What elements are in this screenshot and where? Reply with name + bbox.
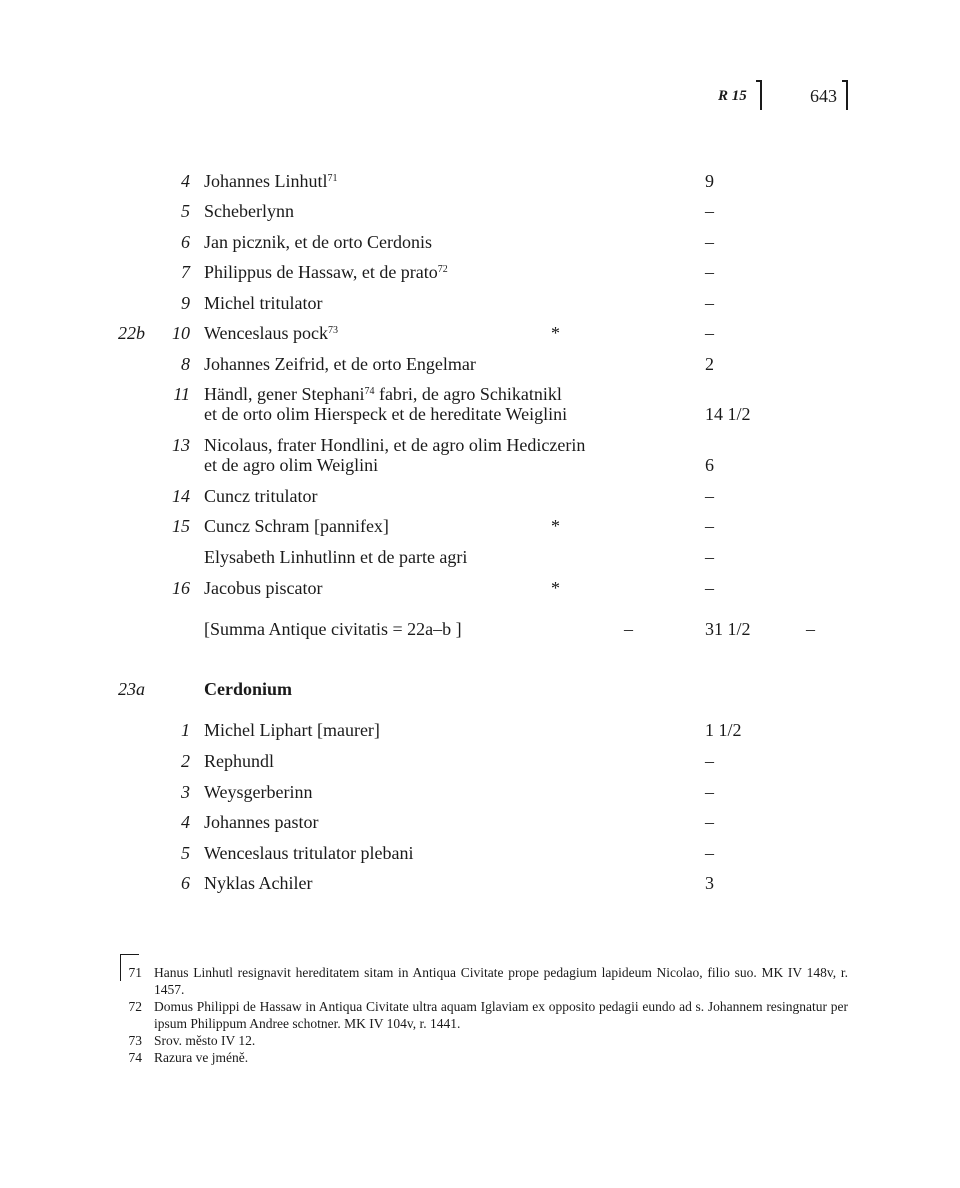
entry-name: Wenceslaus tritulator plebani	[204, 843, 414, 863]
footnote-text: Hanus Linhutl resignavit hereditatem sitam in Antiqua Civitate prope pedagium lapideum Nicolao, filio suo. MK IV 148v, r. 1457.	[154, 965, 848, 997]
entry-value: –	[705, 751, 714, 771]
summa-label: [Summa Antique civitatis = 22a–b ]	[204, 619, 462, 639]
entry-number: 13	[172, 435, 190, 455]
asterisk-mark: *	[551, 516, 560, 536]
section-title: Cerdonium	[204, 679, 293, 699]
entry-number: 5	[181, 201, 190, 221]
footnote-number: 71	[128, 965, 142, 980]
entry-name: Weysgerberinn	[204, 782, 313, 802]
entry-name: Johannes pastor	[204, 812, 319, 832]
entry-name: Elysabeth Linhutlinn et de parte agri	[204, 547, 468, 567]
entry-name: Nicolaus, frater Hondlini, et de agro olim Hediczerin	[204, 435, 586, 455]
entry-number: 3	[181, 782, 190, 802]
entry-name: Jacobus piscator	[204, 578, 323, 598]
entry-number: 14	[172, 486, 190, 506]
entry-name: Cuncz Schram [pannifex]	[204, 516, 389, 536]
entry-number: 15	[172, 516, 190, 536]
summa-value: 31 1/2	[705, 619, 751, 639]
entry-number: 4	[181, 171, 190, 191]
entry-value: 3	[705, 873, 714, 893]
entry-value: –	[705, 578, 714, 598]
asterisk-mark: *	[551, 323, 560, 343]
entry-name: Johannes Linhutl$^{71}$	[204, 171, 338, 191]
entry-number: 2	[181, 751, 190, 771]
footnote-ref: 72	[437, 264, 448, 275]
entry-number: 8	[181, 354, 190, 374]
footnote-number: 72	[128, 999, 142, 1014]
running-header-reference: R 15	[718, 88, 747, 104]
entry-name-line2: et de orto olim Hierspeck et de hereditate Weiglini	[204, 404, 568, 424]
footnote-number: 73	[128, 1033, 142, 1048]
entry-name: Wenceslaus pock$^{73}$	[204, 323, 339, 343]
entry-value: –	[705, 232, 714, 252]
summa-dash-right: –	[806, 619, 815, 639]
entry-name: Scheberlynn	[204, 201, 294, 221]
entry-name: Jan picznik, et de orto Cerdonis	[204, 232, 432, 252]
entry-value: 1 1/2	[705, 720, 742, 740]
entry-value: –	[705, 293, 714, 313]
entry-number: 9	[181, 293, 190, 313]
entry-number: 10	[172, 323, 190, 343]
page-number: 643	[810, 86, 837, 106]
entry-name: Nyklas Achiler	[204, 873, 313, 893]
footnote-ref: 71	[327, 173, 338, 184]
entry-value: –	[705, 262, 714, 282]
entry-value: –	[705, 486, 714, 506]
entry-value: –	[705, 547, 714, 567]
entry-name: Cuncz tritulator	[204, 486, 318, 506]
entry-name: Michel Liphart [maurer]	[204, 720, 380, 740]
entry-value: –	[705, 782, 714, 802]
entry-value: –	[705, 812, 714, 832]
entry-number: 7	[181, 262, 190, 282]
entry-value: 2	[705, 354, 714, 374]
entry-name-line2: et de agro olim Weiglini	[204, 455, 379, 475]
footnote-ref: 73	[328, 325, 339, 336]
page-number-corner-mark	[842, 80, 848, 110]
footnote-text: Razura ve jméně.	[154, 1050, 249, 1065]
entry-number: 11	[173, 384, 190, 404]
footnote-ref: 74	[364, 386, 375, 397]
section-marker: 23a	[118, 679, 145, 699]
entry-value: –	[705, 323, 714, 343]
section-marker: 22b	[118, 323, 145, 343]
entry-number: 5	[181, 843, 190, 863]
entry-value: 9	[705, 171, 714, 191]
entry-number: 1	[181, 720, 190, 740]
entry-name: Rephundl	[204, 751, 274, 771]
entry-number: 6	[181, 232, 190, 252]
entry-name: Philippus de Hassaw, et de prato$^{72}$	[204, 262, 448, 282]
entry-number: 4	[181, 812, 190, 832]
entry-name: Händl, gener Stephani$^{74}$ fabri, de agro Schikatnikl	[204, 384, 562, 404]
entry-value: –	[705, 516, 714, 536]
summa-dash: –	[624, 619, 633, 639]
entry-value: 14 1/2	[705, 404, 751, 424]
entry-value: –	[705, 201, 714, 221]
entry-number: 6	[181, 873, 190, 893]
footnote-text: Srov. město IV 12.	[154, 1033, 256, 1048]
entry-name: Michel tritulator	[204, 293, 323, 313]
entry-name: Johannes Zeifrid, et de orto Engelmar	[204, 354, 476, 374]
entry-value: –	[705, 843, 714, 863]
entry-value: 6	[705, 455, 714, 475]
footnote-number: 74	[128, 1050, 142, 1065]
footnote-text: Domus Philippi de Hassaw in Antiqua Civitate ultra aquam Iglaviam ex opposito pedagii eundo ad s. Johannem resingnatur per ipsum Philippum Andree schotner. MK IV 104v, r. 1441.	[154, 999, 848, 1031]
asterisk-mark: *	[551, 578, 560, 598]
entry-number: 16	[172, 578, 190, 598]
header-corner-mark	[756, 80, 762, 110]
